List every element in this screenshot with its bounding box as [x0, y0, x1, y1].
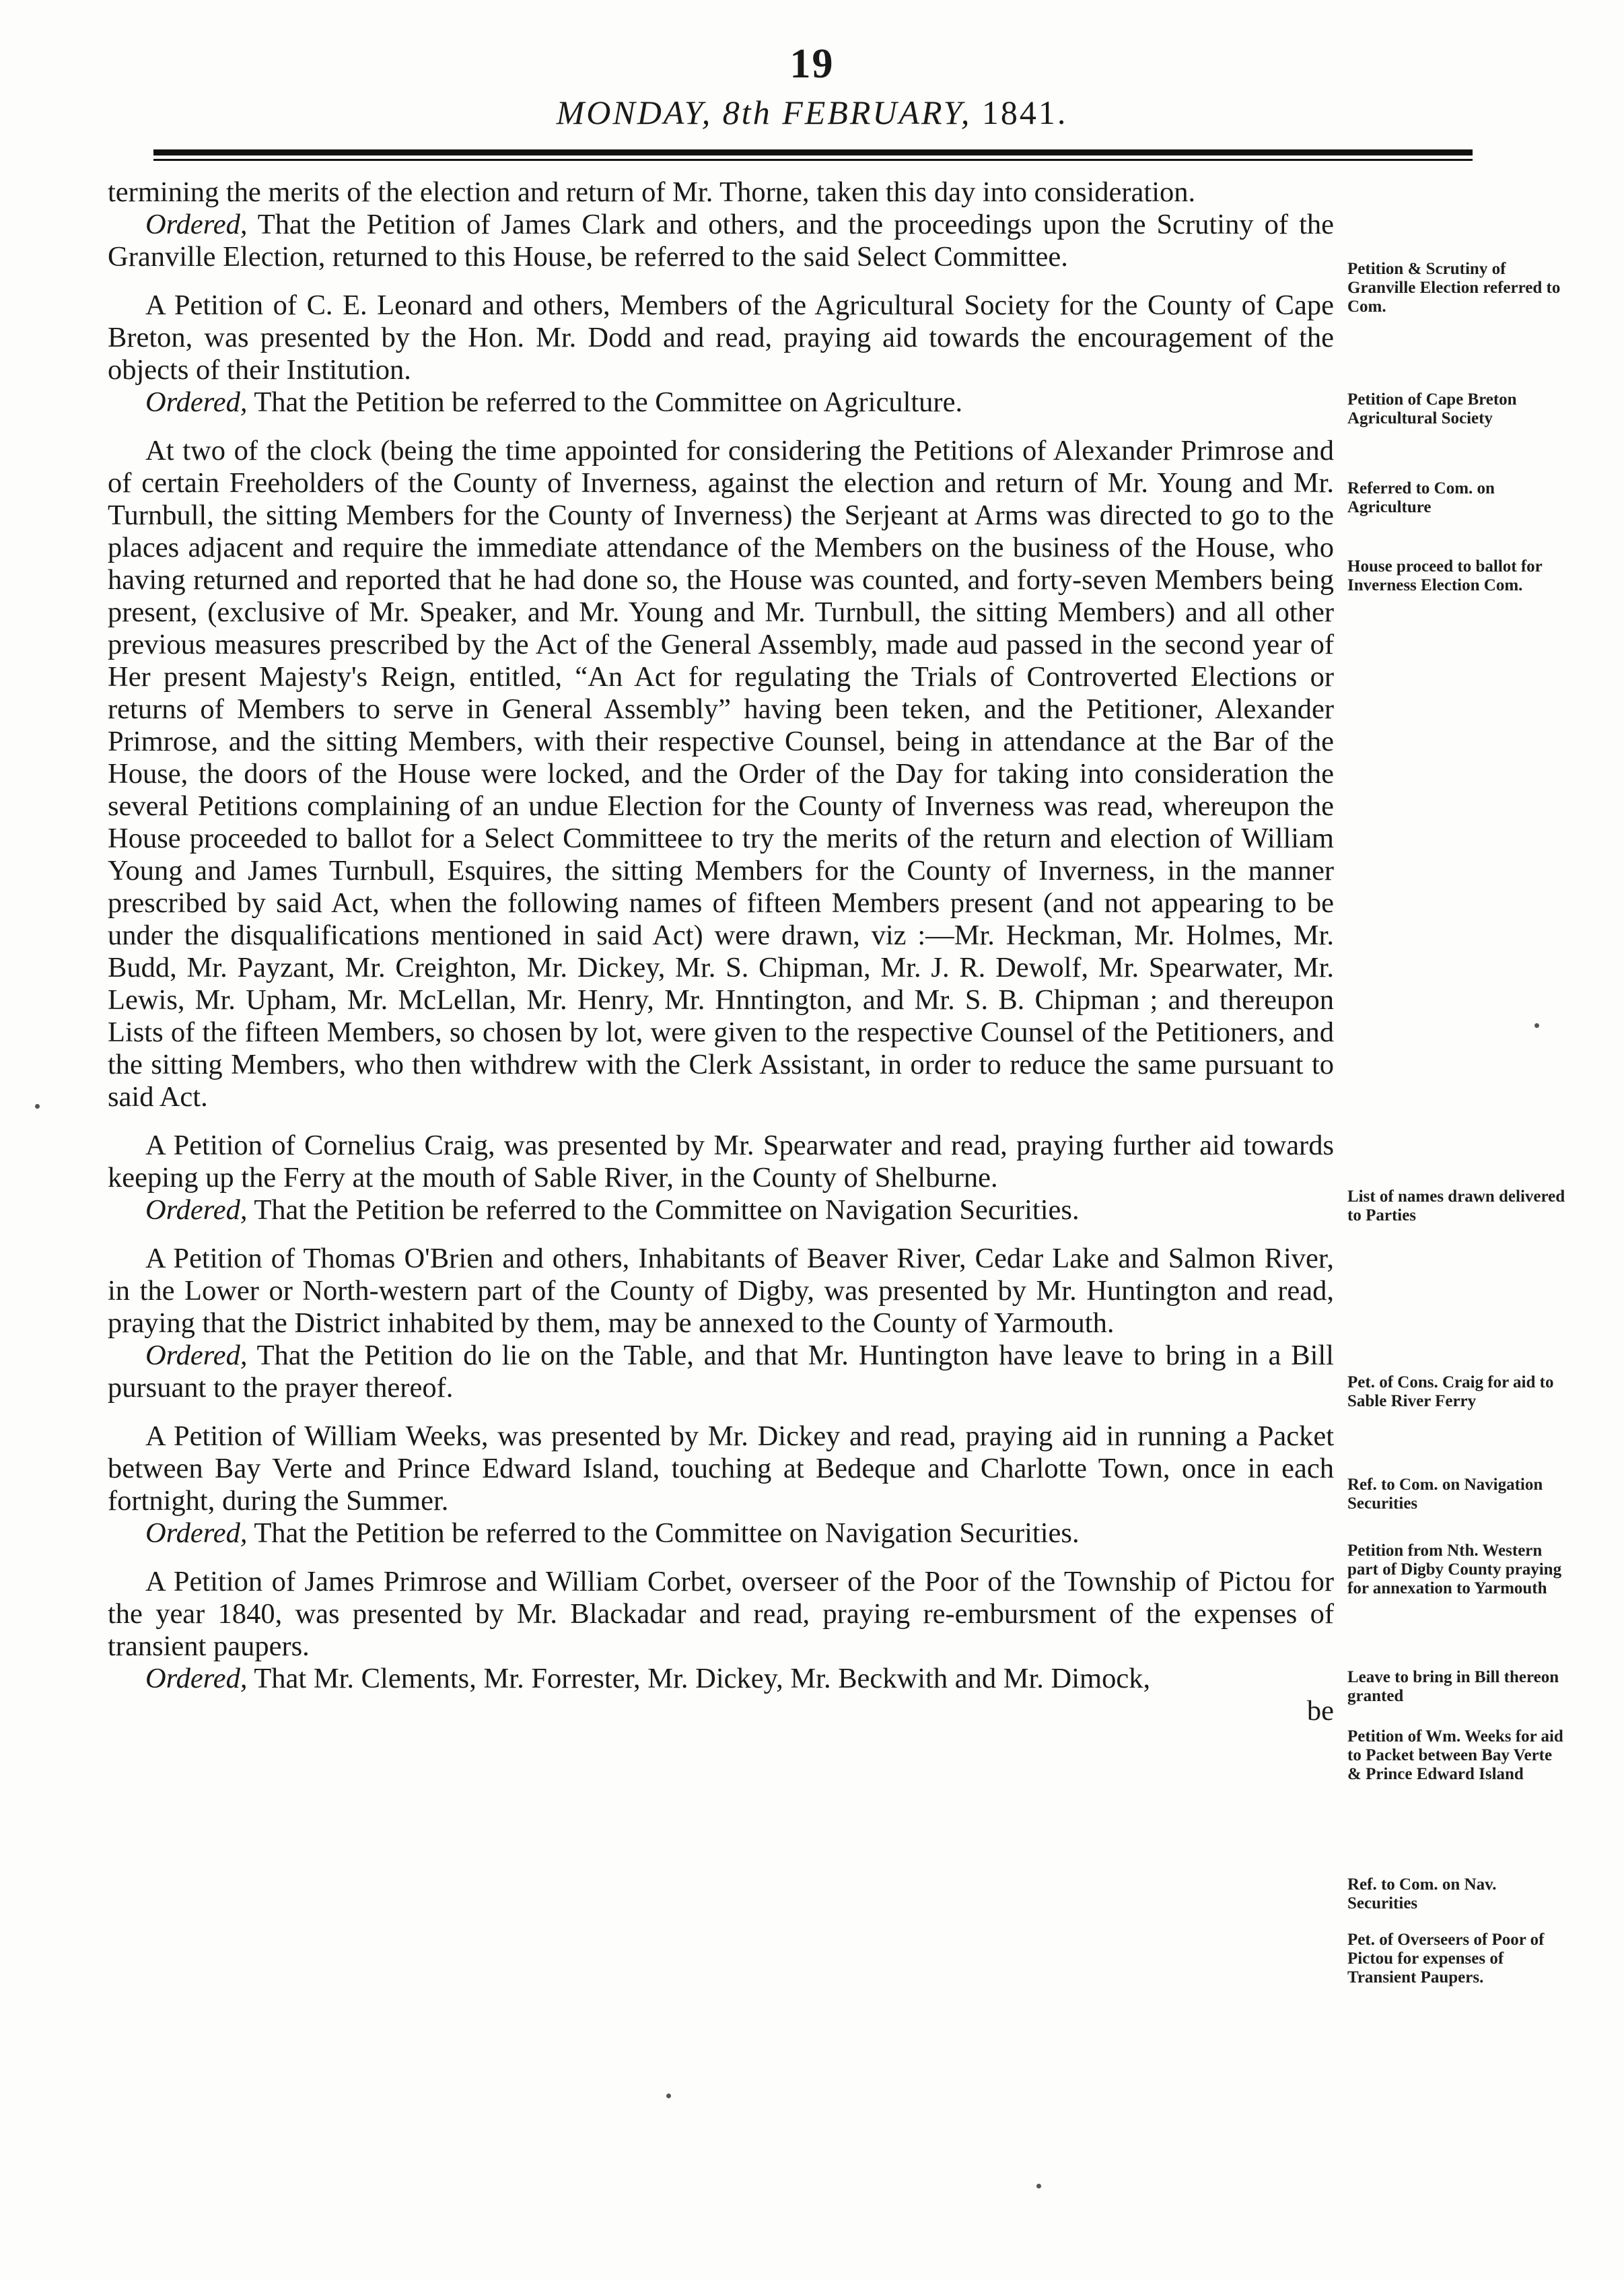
paragraph-text: That Mr. Clements, Mr. Forrester, Mr. Dickey, Mr. Beckwith and Mr. Dimock, [247, 1663, 1151, 1694]
paragraph [108, 209, 1334, 273]
paragraph: A Petition of C. E. Leonard and others, Members of the Agricultural Society for the County of Cape Breton, was presented by the Hon. Mr. Dodd and read, praying aid towards the encouragement of the objects of their Institution. [108, 289, 1334, 386]
paragraph: A Petition of James Primrose and William Corbet, overseer of the Poor of the Township of Pictou for the year 1840, was presented by Mr. Blackadar and read, praying re-embursment of the expenses of transient paupers. [108, 1566, 1334, 1662]
paragraph-text: That the Petition of James Clark and others, and the proceedings upon the Scrutiny of the Granville Election, returned to this House, be referred to the said Select Committee. [108, 209, 1334, 273]
marginal-note: Petition of Cape Breton Agricultural Society [1347, 390, 1517, 427]
paragraph-text: That the Petition be referred to the Committee on Navigation Securities. [247, 1517, 1080, 1549]
page-number: 19 [789, 41, 835, 87]
marginal-note: Pet. of Cons. Craig for aid to Sable River Ferry [1347, 1373, 1554, 1410]
ordered-label: Ordered, [145, 1340, 248, 1371]
scan-speck [1534, 1023, 1539, 1028]
paragraph: A Petition of William Weeks, was presented by Mr. Dickey and read, praying aid in running a Packet between Bay Verte and Prince Edward Island, touching at Bedeque and Charlotte Town, once in each fortnight, during the Summer. [108, 1420, 1334, 1517]
marginal-note: Ref. to Com. on Nav. Securities [1347, 1875, 1497, 1912]
catchword: be [1306, 1695, 1334, 1727]
marginal-note: Ref. to Com. on Navigation Securities [1347, 1476, 1543, 1513]
paragraph [108, 1340, 1334, 1404]
running-head-date: MONDAY, 8th FEBRUARY, [556, 94, 972, 131]
ordered-label: Ordered, [145, 386, 248, 418]
marginal-note: Pet. of Overseers of Poor of Pictou for expenses of Transient Paupers. [1347, 1931, 1545, 1987]
paragraph [108, 386, 1334, 419]
running-head-year: 1841. [981, 94, 1068, 131]
marginal-note: List of names drawn delivered to Parties [1347, 1187, 1565, 1224]
main-text-column [108, 176, 1334, 1727]
paragraph [108, 1194, 1334, 1227]
marginal-note: Petition of Wm. Weeks for aid to Packet between Bay Verte & Prince Edward Island [1347, 1727, 1563, 1783]
scan-speck [35, 1104, 40, 1109]
paragraph [108, 1663, 1334, 1695]
paragraph-text: That the Petition do lie on the Table, and that Mr. Huntington have leave to bring in a Bill pursuant to the prayer thereof. [108, 1340, 1334, 1404]
marginal-note: Petition & Scrutiny of Granville Election referred to Com. [1347, 260, 1561, 316]
scan-speck [1036, 2184, 1041, 2188]
ordered-label: Ordered, [145, 1663, 248, 1694]
marginal-note: Petition from Nth. Western part of Digby County praying for annexation to Yarmouth [1347, 1542, 1562, 1597]
scan-speck [666, 2094, 671, 2098]
paragraph-text: That the Petition be referred to the Committee on Navigation Securities. [247, 1194, 1080, 1226]
ordered-label: Ordered, [145, 209, 248, 240]
ordered-label: Ordered, [145, 1517, 248, 1549]
paragraph-text: That the Petition be referred to the Committee on Agriculture. [247, 386, 963, 418]
marginal-note: Referred to Com. on Agriculture [1347, 479, 1495, 516]
paragraph [108, 1517, 1334, 1550]
marginal-note: House proceed to ballot for Inverness Election Com. [1347, 557, 1543, 594]
paragraph: termining the merits of the election and return of Mr. Thorne, taken this day into consideration. [108, 176, 1196, 208]
header-rule-thin [153, 159, 1473, 161]
marginal-note: Leave to bring in Bill thereon granted [1347, 1668, 1559, 1705]
header-rule-thick [153, 149, 1473, 156]
ordered-label: Ordered, [145, 1194, 248, 1226]
paragraph: A Petition of Thomas O'Brien and others, Inhabitants of Beaver River, Cedar Lake and Salmon River, in the Lower or North-western part of the County of Digby, was presented by Mr. Huntington and read, praying that the District inhabited by them, may be annexed to the County of Yarmouth. [108, 1243, 1334, 1339]
running-head [0, 93, 1624, 132]
paragraph: A Petition of Cornelius Craig, was presented by Mr. Spearwater and read, praying further aid towards keeping up the Ferry at the mouth of Sable River, in the County of Shelburne. [108, 1130, 1334, 1194]
paragraph: At two of the clock (being the time appointed for considering the Petitions of Alexander Primrose and of certain Freeholders of the County of Inverness, against the election and return of Mr. Young and Mr. Turnbull, the sitting Members for the County of Inverness) the Serjeant at Arms was directed to go to the places adjacent and require the immediate attendance of the Members on the business of the House, who having returned and reported that he had done so, the House was counted, and forty-seven Members being present, (exclusive of Mr. Speaker, and Mr. Young and Mr. Turnbull, the sitting Members) and all other previous measures prescribed by the Act of the General Assembly, made aud passed in the second year of Her present Majesty's Reign, entitled, “An Act for regulating the Trials of Controverted Elections or returns of Members to serve in General Assembly” having been teken, and the Petitioner, Alexander Primrose, and the sitting Members, with their respective Counsel, being in attendance at the Bar of the House, the doors of the House were locked, and the Order of the Day for taking into consideration the several Petitions complaining of an undue Election for the County of Inverness was read, whereupon the House proceeded to ballot for a Select Committeee to try the merits of the return and election of William Young and James Turnbull, Esquires, the sitting Members for the County of Inverness, in the manner prescribed by said Act, when the following names of fifteen Members present (and not appearing to be under the disqualifications mentioned in said Act) were drawn, viz :—Mr. Heckman, Mr. Holmes, Mr. Budd, Mr. Payzant, Mr. Creighton, Mr. Dickey, Mr. S. Chipman, Mr. J. R. Dewolf, Mr. Spearwater, Mr. Lewis, Mr. Upham, Mr. McLellan, Mr. Henry, Mr. Hnntington, and Mr. S. B. Chipman ; and thereupon Lists of the fifteen Members, so chosen by lot, were given to the respective Counsel of the Petitioners, and the sitting Members, who then withdrew with the Clerk Assistant, in order to reduce the same pursuant to said Act. [108, 435, 1334, 1113]
